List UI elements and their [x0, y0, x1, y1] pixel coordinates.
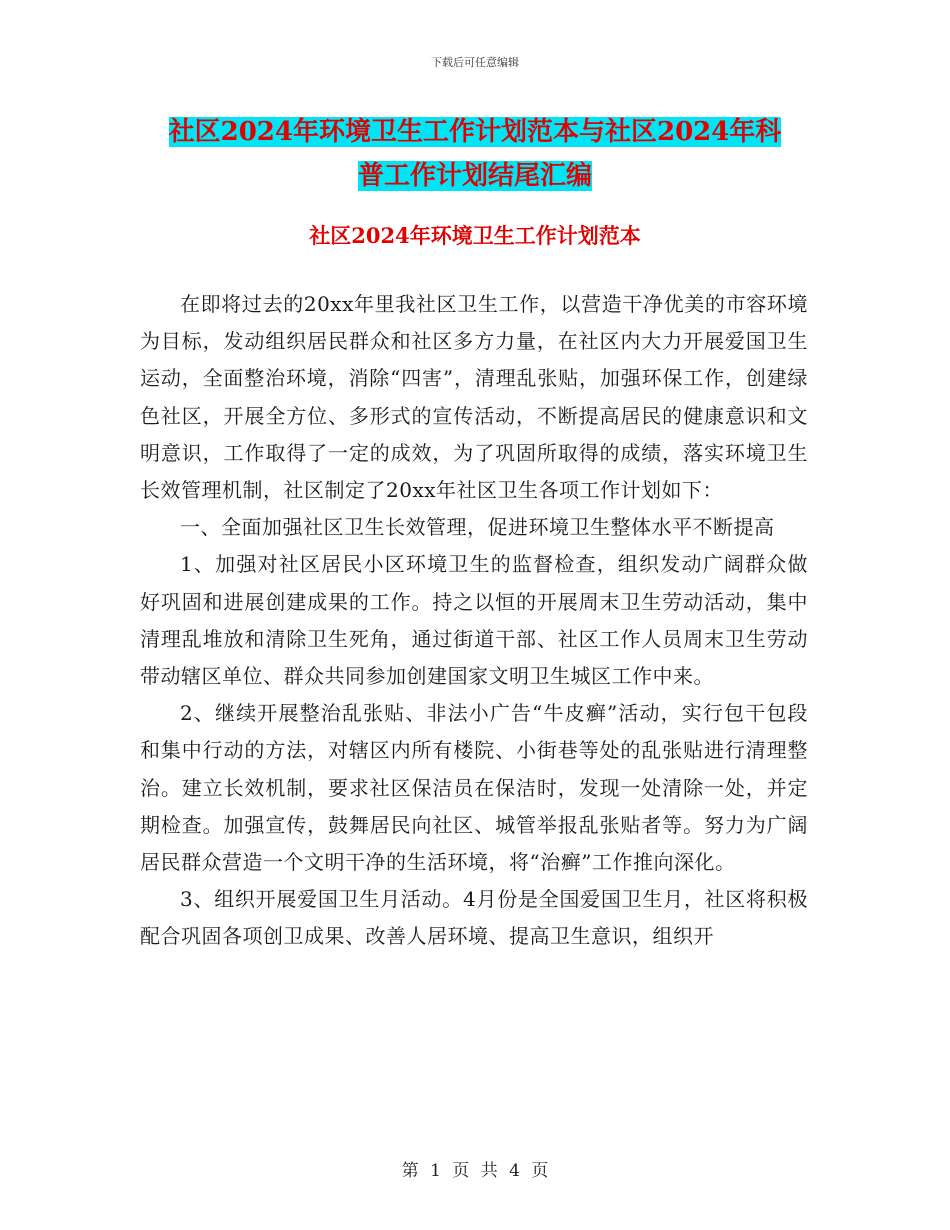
- document-title-line-1: 社区2024年环境卫生工作计划范本与社区2024年科: [168, 117, 782, 147]
- paragraph-item-2: 2、继续开展整治乱张贴、非法小广告“牛皮癣”活动，实行包干包段和集中行动的方法，对辖区内所有楼院、小街巷等处的乱张贴进行清理整治。建立长效机制，要求社区保洁员在保洁时，发现一处清除一处，并定期检查。加强宣传，鼓舞居民向社区、城管举报乱张贴者等。努力为广阔居民群众营造一个文明干净的生活环境，将“治癣”工作推向深化。: [140, 701, 808, 875]
- paragraph-item-3: 3、组织开展爱国卫生月活动。4月份是全国爱国卫生月，社区将积极配合巩固各项创卫成果、改善人居环境、提高卫生意识，组织开: [140, 887, 808, 949]
- document-title: [140, 110, 810, 198]
- body-text: [140, 286, 808, 956]
- paragraph-heading-1: 一、全面加强社区卫生长效管理，促进环境卫生整体水平不断提高: [180, 515, 775, 540]
- document-title-line-2: 普工作计划结尾汇编: [357, 161, 592, 191]
- paragraph-item-1: 1、加强对社区居民小区环境卫生的监督检查，组织发动广阔群众做好巩固和进展创建成果的工作。持之以恒的开展周末卫生劳动活动，集中清理乱堆放和清除卫生死角，通过街道干部、社区工作人员周末卫生劳动带动辖区单位、群众共同参加创建国家文明卫生城区工作中来。: [140, 552, 808, 689]
- page-footer: 第 1 页 共 4 页: [401, 1161, 549, 1181]
- section-title: 社区2024年环境卫生工作计划范本: [309, 223, 641, 248]
- paragraph-intro: 在即将过去的20xx年里我社区卫生工作，以营造干净优美的市容环境为目标，发动组织居民群众和社区多方力量，在社区内大力开展爱国卫生运动，全面整治环境，消除“四害”，清理乱张贴，加强环保工作，创建绿色社区，开展全方位、多形式的宣传活动，不断提高居民的健康意识和文明意识，工作取得了一定的成效，为了巩固所取得的成绩，落实环境卫生长效管理机制，社区制定了20xx年社区卫生各项工作计划如下：: [140, 292, 808, 503]
- header-note: 下载后可任意编辑: [431, 56, 519, 69]
